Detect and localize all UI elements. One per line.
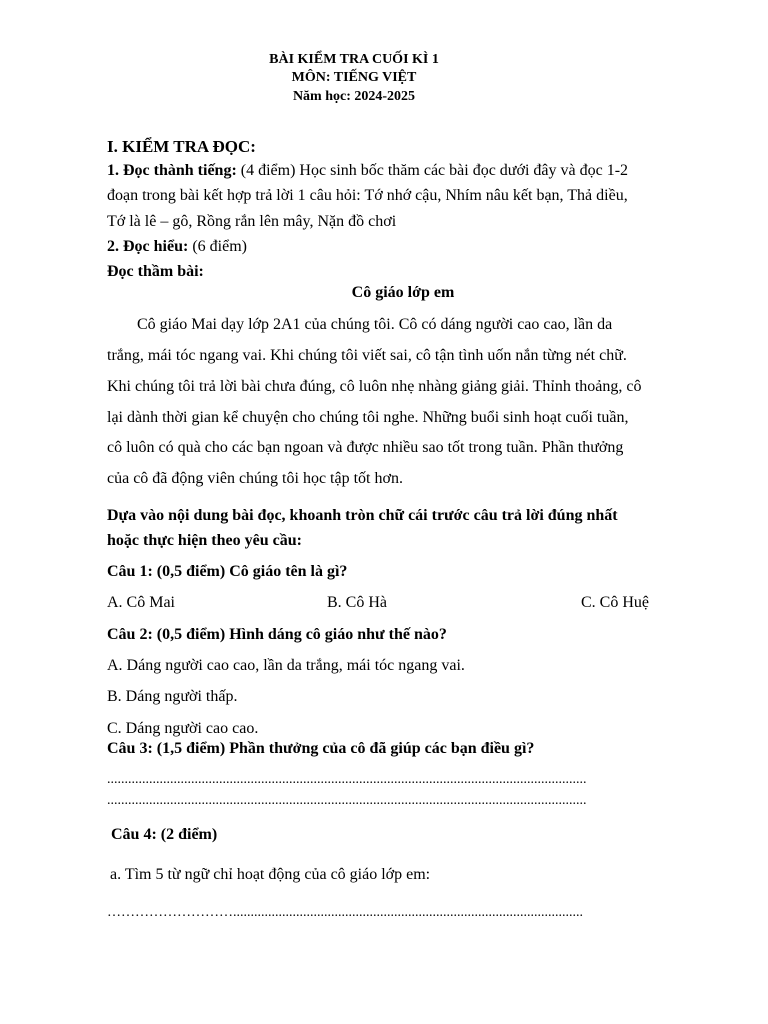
school-year: Năm học: 2024-2025 bbox=[292, 89, 416, 104]
q4-answer-line: ……………………….................................................................................................... bbox=[107, 905, 583, 920]
q3-answer-line: ......................................................................................................................................... bbox=[107, 793, 587, 808]
q1-option-c: C. Cô Huệ bbox=[581, 594, 649, 611]
question-4: Câu 4: (2 điểm) bbox=[111, 826, 218, 843]
q1-option-b: B. Cô Hà bbox=[327, 594, 387, 611]
silent-reading-label: Đọc thầm bài: bbox=[107, 263, 204, 280]
q1-option-a: A. Cô Mai bbox=[107, 594, 175, 611]
instructions-line2: hoặc thực hiện theo yêu cầu: bbox=[107, 532, 302, 549]
item-read-aloud-line3: Tớ là lê – gô, Rồng rắn lên mây, Nặn đồ chơi bbox=[107, 213, 397, 230]
question-1: Câu 1: (0,5 điểm) Cô giáo tên là gì? bbox=[107, 563, 348, 580]
item-read-aloud bbox=[107, 162, 628, 180]
item-read-aloud-text: (4 điểm) Học sinh bốc thăm các bài đọc dưới đây và đọc 1-2 bbox=[236, 162, 629, 179]
q2-option-b: B. Dáng người thấp. bbox=[107, 688, 238, 705]
passage-line: Cô giáo Mai dạy lớp 2A1 của chúng tôi. Cô có dáng người cao cao, lần da bbox=[137, 316, 613, 333]
q2-option-c: C. Dáng người cao cao. bbox=[107, 720, 259, 737]
item-read-aloud-line2: đoạn trong bài kết hợp trả lời 1 câu hỏi: Tớ nhớ cậu, Nhím nâu kết bạn, Thả diều, bbox=[107, 187, 628, 204]
item-comprehension-label: 2. Đọc hiểu: bbox=[107, 238, 189, 255]
instructions-line1: Dựa vào nội dung bài đọc, khoanh tròn chữ cái trước câu trả lời đúng nhất bbox=[107, 507, 618, 524]
item-comprehension bbox=[107, 238, 247, 256]
passage-line: cô luôn có quà cho các bạn ngoan và được nhiều sao tốt trong tuần. Phần thưởng bbox=[107, 439, 624, 456]
question-3: Câu 3: (1,5 điểm) Phần thưởng của cô đã giúp các bạn điều gì? bbox=[107, 740, 535, 757]
passage-title: Cô giáo lớp em bbox=[351, 284, 455, 301]
passage-line: trắng, mái tóc ngang vai. Khi chúng tôi viết sai, cô tận tình uốn nắn từng nét chữ. bbox=[107, 347, 627, 364]
passage-line: lại dành thời gian kể chuyện cho chúng tôi nghe. Những buổi sinh hoạt cuối tuần, bbox=[107, 409, 629, 426]
q2-option-a: A. Dáng người cao cao, lần da trắng, mái tóc ngang vai. bbox=[107, 657, 465, 674]
q3-answer-line: ......................................................................................................................................... bbox=[107, 772, 587, 787]
passage-line: của cô đã động viên chúng tôi học tập tốt hơn. bbox=[107, 470, 403, 487]
item-read-aloud-label: 1. Đọc thành tiếng: bbox=[107, 162, 237, 179]
q4-part-a: a. Tìm 5 từ ngữ chỉ hoạt động của cô giáo lớp em: bbox=[110, 866, 431, 883]
exam-subject: MÔN: TIẾNG VIỆT bbox=[291, 70, 417, 85]
section-heading-reading: I. KIỂM TRA ĐỌC: bbox=[107, 137, 256, 156]
item-comprehension-text: (6 điểm) bbox=[188, 238, 247, 255]
passage-line: Khi chúng tôi trả lời bài chưa đúng, cô luôn nhẹ nhàng giảng giải. Thỉnh thoảng, cô bbox=[107, 378, 642, 395]
question-2: Câu 2: (0,5 điểm) Hình dáng cô giáo như thế nào? bbox=[107, 626, 447, 643]
exam-title: BÀI KIỂM TRA CUỐI KÌ 1 bbox=[269, 52, 439, 67]
